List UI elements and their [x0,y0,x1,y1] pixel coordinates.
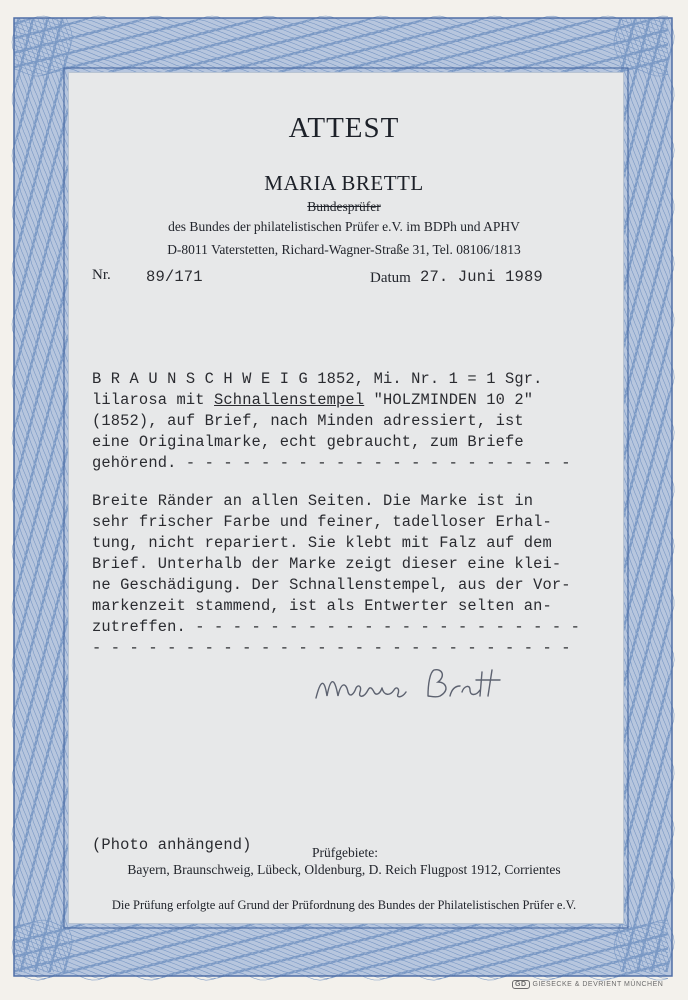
printer-logo: GD [512,980,530,989]
certificate-title: ATTEST [288,112,400,144]
number-value: 89/171 [146,268,203,286]
association-line: des Bundes der philatelistischen Prüfer e.V. im BDPh und APHV [168,219,520,234]
address-line: D-8011 Vaterstetten, Richard-Wagner-Straße 31, Tel. 08106/1813 [167,242,521,257]
examiner-role [0,199,688,215]
handwritten-signature [310,662,510,712]
condition-line-6: markenzeit stammend, ist als Entwerter selten an- [92,597,552,615]
description-line-5: gehörend. - - - - - - - - - - - - - - - - - - - - - [92,454,571,472]
stamp-cancel-type: Schnallenstempel [214,391,365,409]
description-line-3: (1852), auf Brief, nach Minden adressiert, ist [92,412,524,430]
description-line-2-prefix: lilarosa mit [92,391,215,409]
description-line-4: eine Originalmarke, echt gebraucht, zum Briefe [92,433,524,451]
examiner-role-text: Bundesprüfer [307,199,381,214]
printer-name: GIESECKE & DEVRIENT MÜNCHEN [532,981,664,988]
date-label: Datum [370,270,411,286]
description-line-2-suffix: "HOLZMINDEN 10 2" [364,391,534,409]
description-line-1: B R A U N S C H W E I G 1852, Mi. Nr. 1 = 1 Sgr. [92,370,543,388]
condition-line-7: zutreffen. - - - - - - - - - - - - - - - - - - - - - [92,618,581,636]
condition-line-8: - - - - - - - - - - - - - - - - - - - - - - - - - - [92,639,571,657]
examination-areas-label: Prüfgebiete: [312,845,378,860]
photo-note: (Photo anhängend) [92,836,252,854]
date-value: 27. Juni 1989 [420,268,543,286]
number-label: Nr. [92,267,111,283]
condition-line-1: Breite Ränder an allen Seiten. Die Marke ist in [92,492,534,510]
condition-line-2: sehr frischer Farbe und feiner, tadelloser Erhal- [92,513,552,531]
examiner-name: MARIA BRETTL [264,171,424,195]
condition-line-3: tung, nicht repariert. Sie klebt mit Falz auf dem [92,534,552,552]
description-line-2 [92,391,533,409]
printer-imprint [512,980,663,989]
footer-note: Die Prüfung erfolgte auf Grund der Prüfordnung des Bundes der Philatelistischen Prüfer e.V. [111,898,577,912]
condition-line-5: ne Geschädigung. Der Schnallenstempel, aus der Vor- [92,576,571,594]
condition-line-4: Brief. Unterhalb der Marke zeigt dieser eine klei- [92,555,562,573]
examination-areas: Bayern, Braunschweig, Lübeck, Oldenburg, D. Reich Flugpost 1912, Corrientes [127,862,561,877]
